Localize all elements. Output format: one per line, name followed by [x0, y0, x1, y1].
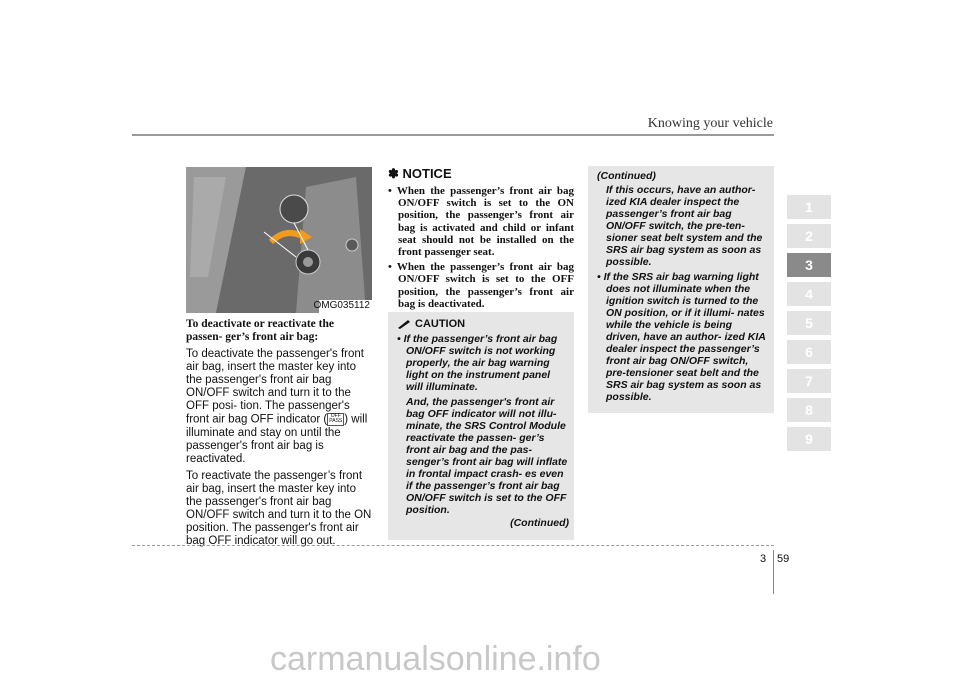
page-number: 59	[777, 553, 790, 565]
chapter-tab-3[interactable]: 3	[787, 253, 831, 277]
airbag-off-indicator-icon	[327, 413, 344, 426]
indicator-top-text: OFF	[330, 413, 341, 419]
notice-bullet-2: • When the passenger’s front air bag ON/OFF switch is set to the OFF position, the passenger’s front air bag is deactivated.	[388, 261, 574, 310]
figure-code: OMG035112	[313, 300, 370, 311]
airbag-switch-photo	[186, 167, 372, 313]
caution-continued-box	[588, 166, 774, 413]
caution-item-1: • If the passenger’s front air bag ON/OFF switch is not working properly, the air bag warning light on the instrument panel will illuminate.	[397, 333, 558, 393]
left-column	[186, 318, 373, 548]
header-rule	[132, 134, 774, 136]
footer-rule	[132, 545, 774, 546]
notice-title: ✽ NOTICE	[388, 166, 452, 181]
section-subheading: To deactivate or reactivate the passen- ger’s front air bag:	[186, 318, 334, 343]
caution-cont-item-1: If this occurs, have an author- ized KIA dealer inspect the passenger’s front air bag ON/OFF switch, the pre-ten- sioner seat belt system and the SRS air bag system as soon as possible.	[606, 184, 763, 268]
notice-bullet-1: • When the passenger’s front air bag ON/OFF switch is set to the ON position, the passenger’s front air bag is activated and child or infant seat should not be installed on the front passenger seat.	[388, 185, 574, 259]
chapter-tab-5[interactable]: 5	[787, 311, 831, 335]
running-header: Knowing your vehicle	[647, 116, 773, 131]
chapter-tab-9[interactable]: 9	[787, 427, 831, 451]
footer-divider	[773, 550, 774, 594]
chapter-tabs	[787, 195, 831, 456]
chapter-tab-6[interactable]: 6	[787, 340, 831, 364]
chapter-tab-2[interactable]: 2	[787, 224, 831, 248]
dashboard-illustration	[186, 167, 372, 313]
notice-section	[388, 166, 574, 310]
chapter-tab-7[interactable]: 7	[787, 369, 831, 393]
caution-pencil-icon	[397, 319, 411, 329]
watermark: carmanualsonline.info	[270, 640, 601, 678]
continued-label: (Continued)	[597, 170, 656, 182]
chapter-tab-4[interactable]: 4	[787, 282, 831, 306]
notice-bullet-2-text: When the passenger’s front air bag ON/OFF switch is set to the OFF position, the passenger’s front air bag is deactivated.	[396, 261, 574, 310]
indicator-bottom-text: PASS	[329, 418, 343, 424]
caution-continued: (Continued)	[510, 517, 569, 529]
chapter-number: 3	[760, 553, 767, 565]
caution-heading	[397, 318, 569, 330]
caution-box	[388, 312, 574, 540]
deactivate-paragraph	[186, 348, 373, 466]
chapter-tab-8[interactable]: 8	[787, 398, 831, 422]
caution-item-2: And, the passenger's front air bag OFF indicator will not illu- minate, the SRS Control Module reactivate the passen- ger’s front air bag and the pas- senger’s front air bag will inflate in frontal impact crash- es even if the passenger’s front air bag ON/OFF switch is set to the OFF position.	[406, 396, 568, 516]
reactivate-paragraph: To reactivate the passenger’s front air bag, insert the master key into the passenger's front air bag ON/OFF switch and turn it to the ON position. The passenger's front air bag OFF indicator will go out.	[186, 469, 372, 547]
notice-bullet-1-text: When the passenger’s front air bag ON/OFF switch is set to the ON position, the passenger’s front air bag is activated and child or infant seat should not be installed on the front passenger seat.	[396, 185, 574, 259]
deactivate-text-1: To deactivate the passenger's front air bag, insert the master key into the passenger's front air bag ON/OFF switch and turn it to the OFF posi- tion. The passenger's front air bag OFF indicator (	[186, 348, 364, 426]
caution-item-1-text: If the passenger’s front air bag ON/OFF switch is not working properly, the air bag warning light on the instrument panel will illuminate.	[403, 333, 558, 393]
caution-title: CAUTION	[415, 318, 466, 330]
caution-cont-item-2: • If the SRS air bag warning light does not illuminate when the ignition switch is turned to the ON position, or if it illumi- nates while the vehicle is being driven, have an author- ized KIA dealer inspect the passenger’s front air bag ON/OFF switch, pre-tensioner seat belt and the SRS air bag system as soon as possible.	[597, 271, 766, 403]
chapter-tab-1[interactable]: 1	[787, 195, 831, 219]
caution-cont-item-2-text: If the SRS air bag warning light does not illuminate when the ignition switch is turned to the ON position, or if it illumi- nates while the vehicle is being driven, have an author- ized KIA dealer inspect the passenger’s front air bag ON/OFF switch, pre-tensioner seat belt and the SRS air bag system as soon as possible.	[603, 271, 766, 403]
deactivate-text-2: ) will illuminate and stay on until the passenger's front air bag is reactivated.	[186, 413, 368, 465]
